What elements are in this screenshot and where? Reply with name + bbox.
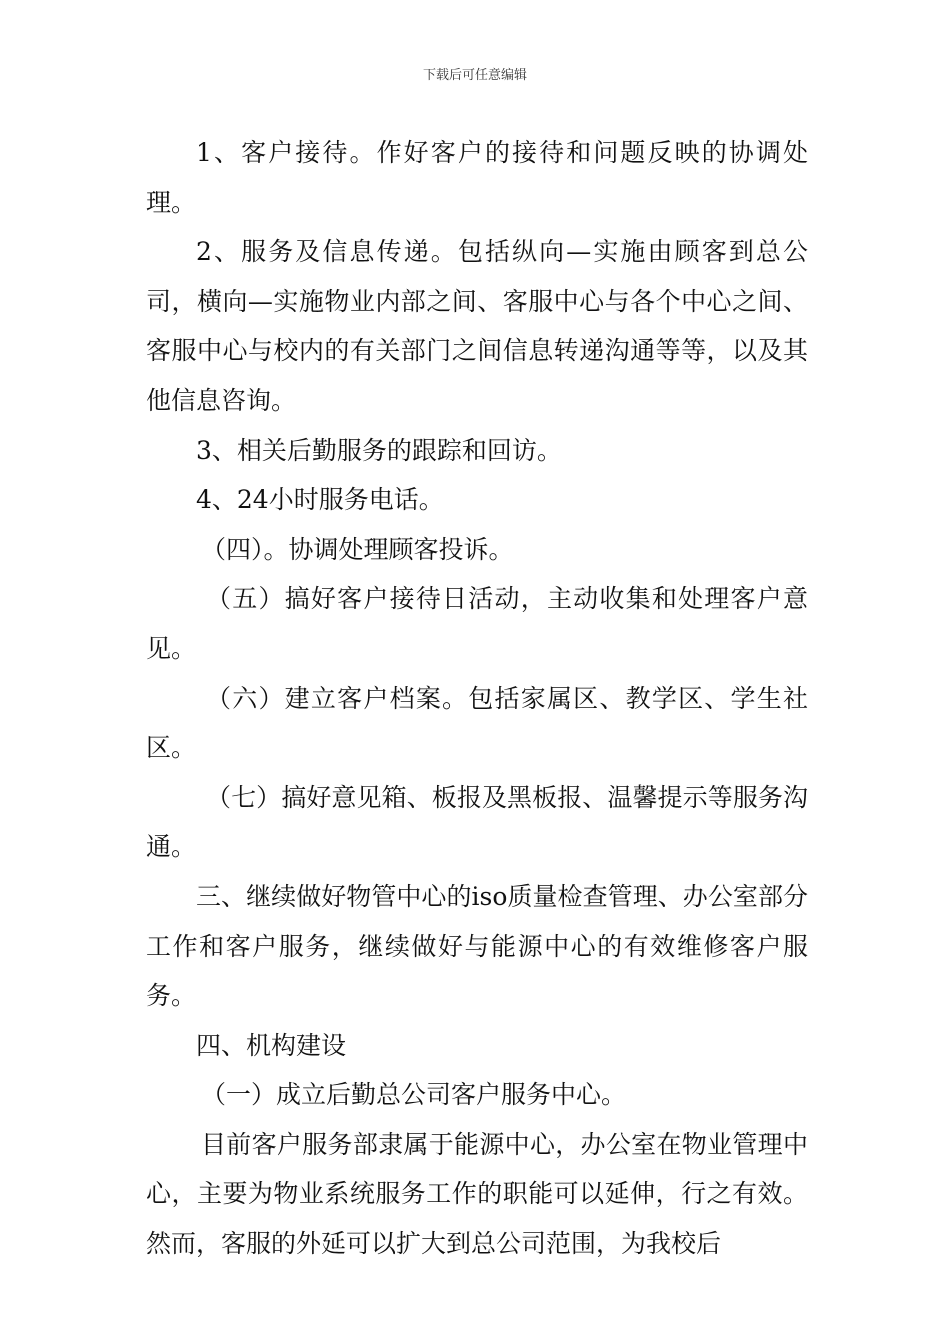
page-header: 下载后可任意编辑 (422, 68, 527, 83)
paragraph-sub-4: （四）。协调处理顾客投诉。 (201, 534, 514, 564)
paragraph-section-4: 四、机构建设 (196, 1030, 347, 1060)
paragraph-section-3: 三、继续做好物管中心的iso质量检查管理、办公室部分工作和客户服务，继续做好与能源中心的有效维修客户服务。 (146, 881, 808, 1011)
paragraph-sub-5: （五）搞好客户接待日活动，主动收集和处理客户意见。 (146, 584, 808, 663)
paragraph-item-2: 2、服务及信息传递。包括纵向—实施由顾客到总公司，横向—实施物业内部之间、客服中心与各个中心之间、客服中心与校内的有关部门之间信息转递沟通等等，以及其他信息咨询。 (146, 237, 808, 415)
paragraph-item-3: 3、相关后勤服务的跟踪和回访。 (196, 435, 562, 465)
document-body (146, 128, 808, 1269)
paragraph-item-1: 1、客户接待。作好客户的接待和问题反映的协调处理。 (146, 138, 808, 217)
paragraph-sub-6: （六）建立客户档案。包括家属区、教学区、学生社区。 (146, 683, 808, 763)
paragraph-current-status: 目前客户服务部隶属于能源中心，办公室在物业管理中心，主要为物业系统服务工作的职能可以延伸，行之有效。然而，客服的外延可以扩大到总公司范围，为我校后 (146, 1129, 808, 1259)
paragraph-sub-7: （七）搞好意见箱、板报及黑板报、温馨提示等服务沟通。 (146, 782, 808, 862)
paragraph-sub-4-1: （一）成立后勤总公司客户服务中心。 (201, 1080, 627, 1110)
paragraph-item-4: 4、24小时服务电话。 (196, 485, 444, 515)
